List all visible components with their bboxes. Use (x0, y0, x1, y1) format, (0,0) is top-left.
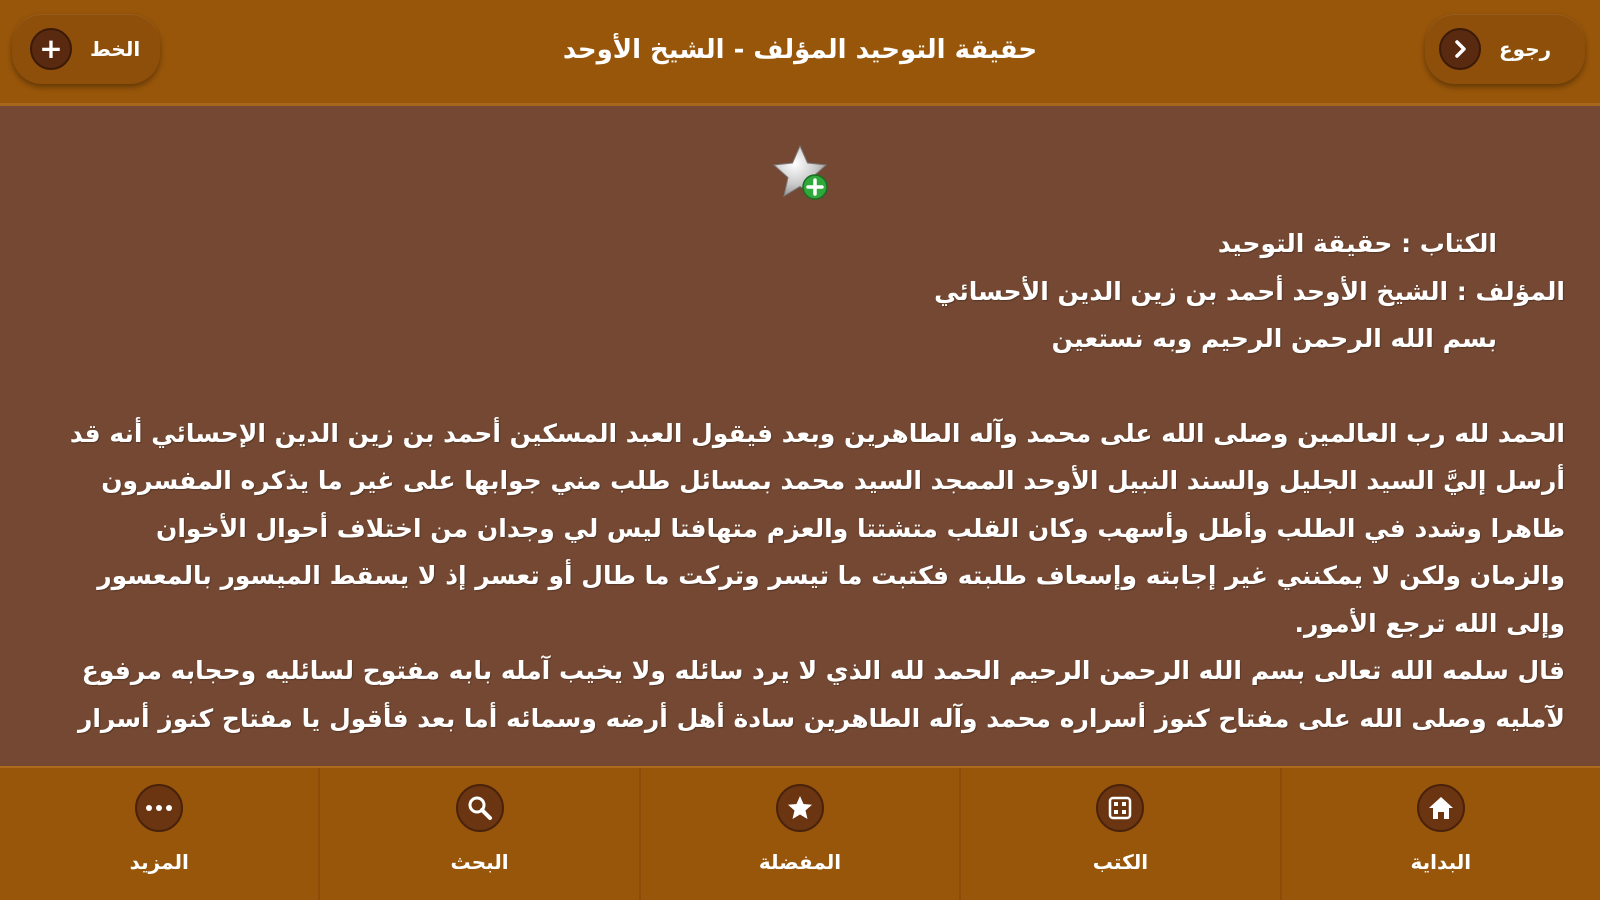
back-button[interactable] (1425, 14, 1585, 84)
bottom-tab-bar (0, 766, 1600, 900)
star-icon (776, 784, 824, 832)
font-button-label: الخط (90, 37, 141, 61)
tab-home[interactable] (1280, 768, 1600, 900)
page-title: حقيقة التوحيد المؤلف - الشيخ الأوحد (562, 35, 1038, 65)
tab-search-label: البحث (450, 850, 509, 874)
tab-books-label: الكتب (1092, 850, 1149, 874)
tab-books[interactable] (959, 768, 1279, 900)
book-title-line: الكتاب : حقيقة التوحيد (1217, 229, 1497, 258)
top-bar (0, 0, 1600, 106)
content-paragraph: الحمد لله رب العالمين وصلى الله على محمد وآله الطاهرين وبعد فيقول العبد المسكين أحمد بن زين الدين الإحسائي أنه قد أرسل إليَّ السيد الجليل والسند النبيل الأوحد الممجد السيد محمد بمسائل طلب مني جوابها على غير ما يذكره المفسرون ظاهرا وشدد في الطلب وأطل وأسهب وكان القلب متشتتا والعزم متهافتا ليس لي وجدان من اختلاف أحوال الأخوان والزمان ولكن لا يمكنني غير إجابته وإسعاف طلبته فكتبت ما تيسر وتركت ما طال أو تعسر إذ لا يسقط الميسور بالمعسور وإلى الله ترجع الأمور. (69, 418, 1565, 638)
search-icon (456, 784, 504, 832)
font-button[interactable] (12, 14, 160, 84)
plus-icon: + (30, 28, 72, 70)
books-grid-icon (1096, 784, 1144, 832)
add-favorite-star-icon[interactable] (770, 142, 834, 206)
tab-search[interactable] (318, 768, 638, 900)
tab-home-label: البداية (1410, 850, 1472, 874)
basmala-line: بسم الله الرحمن الرحيم وبه نستعين (1051, 324, 1497, 353)
more-icon (135, 784, 183, 832)
tab-favorites[interactable] (639, 768, 959, 900)
tab-more[interactable] (0, 768, 318, 900)
content-paragraph: قال سلمه الله تعالى بسم الله الرحمن الرحيم الحمد لله الذي لا يرد سائله ولا يخيب آمله بابه مفتوح لسائليه وحجابه مرفوع لآمليه وصلى الله على مفتاح كنوز أسراره محمد وآله الطاهرين سادة أهل أرضه وسمائه أما بعد فأقول يا مفتاح كنوز أسرار (77, 656, 1565, 733)
tab-more-label: المزيد (129, 850, 189, 874)
back-button-label: رجوع (1499, 37, 1552, 61)
book-content (55, 220, 1565, 742)
chevron-right-icon (1439, 28, 1481, 70)
book-author-line: المؤلف : الشيخ الأوحد أحمد بن زين الدين الأحسائي (934, 276, 1565, 306)
home-icon (1417, 784, 1465, 832)
tab-favorites-label: المفضلة (758, 850, 842, 874)
